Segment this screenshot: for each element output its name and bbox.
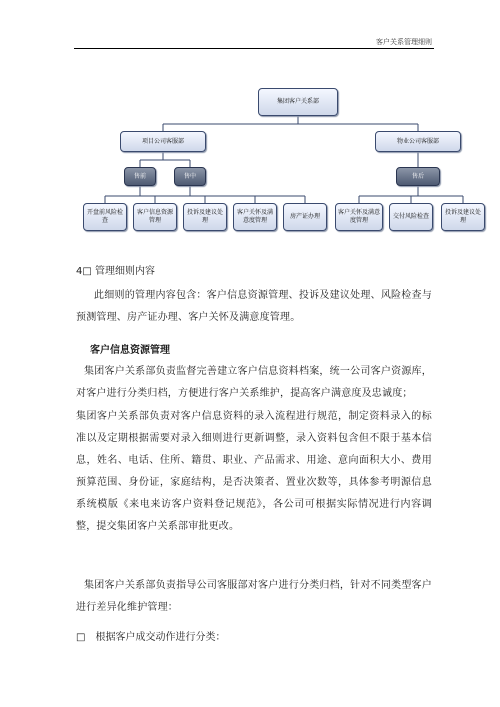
paragraph-2: 集团客户关系部负责对客户信息资料的录入流程进行规范，制定资料录入的标准以及定期根据需要对录入细则进行更新调整，录入资料包含但不限于基本信息，姓名、电话、住所、籍贯、职业、产品需求、用途、意向面积大小、费用预算范围、身份证，家庭结构，是否决策者、置业次数等，具体参考明源信息系统模版《来电来访客户资料登记规范》，各公司可根据实际情况进行内容调整，提交集团客户关系部审批更改。 — [76, 411, 432, 532]
header-title: 客户关系管理细则 — [376, 38, 432, 46]
org-chart — [0, 0, 500, 250]
org-leaf-node: 客户关怀及满意度管理 — [335, 203, 383, 231]
org-leaf-node: 房产证办理 — [283, 203, 327, 231]
org-leaf-node: 客户信息资源管理 — [133, 203, 177, 231]
org-leaf-node: 投诉及建议处理 — [441, 203, 485, 231]
org-node-project-service: 项目公司客服部 — [120, 131, 206, 152]
org-node-onsale: 售中 — [174, 167, 206, 186]
org-node-presale: 售前 — [124, 167, 156, 186]
org-leaf-node: 客户关怀及满意度管理 — [233, 203, 277, 231]
paragraph-3: 集团客户关系部负责指导公司客服部对客户进行分类归档，针对不同类型客户进行差异化维护管理： — [76, 580, 432, 613]
paragraph-1: 集团客户关系部负责监督完善建立客户信息资料档案，统一公司客户资源库，对客户进行分类归档，方便进行客户关系维护，提高客户满意度及忠诚度； — [76, 366, 432, 399]
section-title: 4□ 管理细则内容 — [76, 266, 155, 277]
org-root-node: 集团客户关系部 — [258, 88, 338, 116]
org-leaf-node: 投诉及建议处理 — [183, 203, 227, 231]
bullet-item: □ 根据客户成交动作进行分类： — [76, 632, 226, 643]
subsection-heading: 客户信息资源管理 — [90, 345, 170, 356]
org-node-property-service: 物业公司客服部 — [375, 131, 461, 152]
org-leaf-node: 交付风险检查 — [389, 203, 433, 231]
org-leaf-node: 开盘前风险检查 — [83, 203, 127, 231]
org-node-aftersale: 售后 — [396, 167, 440, 186]
intro-paragraph: 此细则的管理内容包含：客户信息资源管理、投诉及建议处理、风险检查与预测管理、房产证办理、客户关怀及满意度管理。 — [76, 290, 432, 323]
